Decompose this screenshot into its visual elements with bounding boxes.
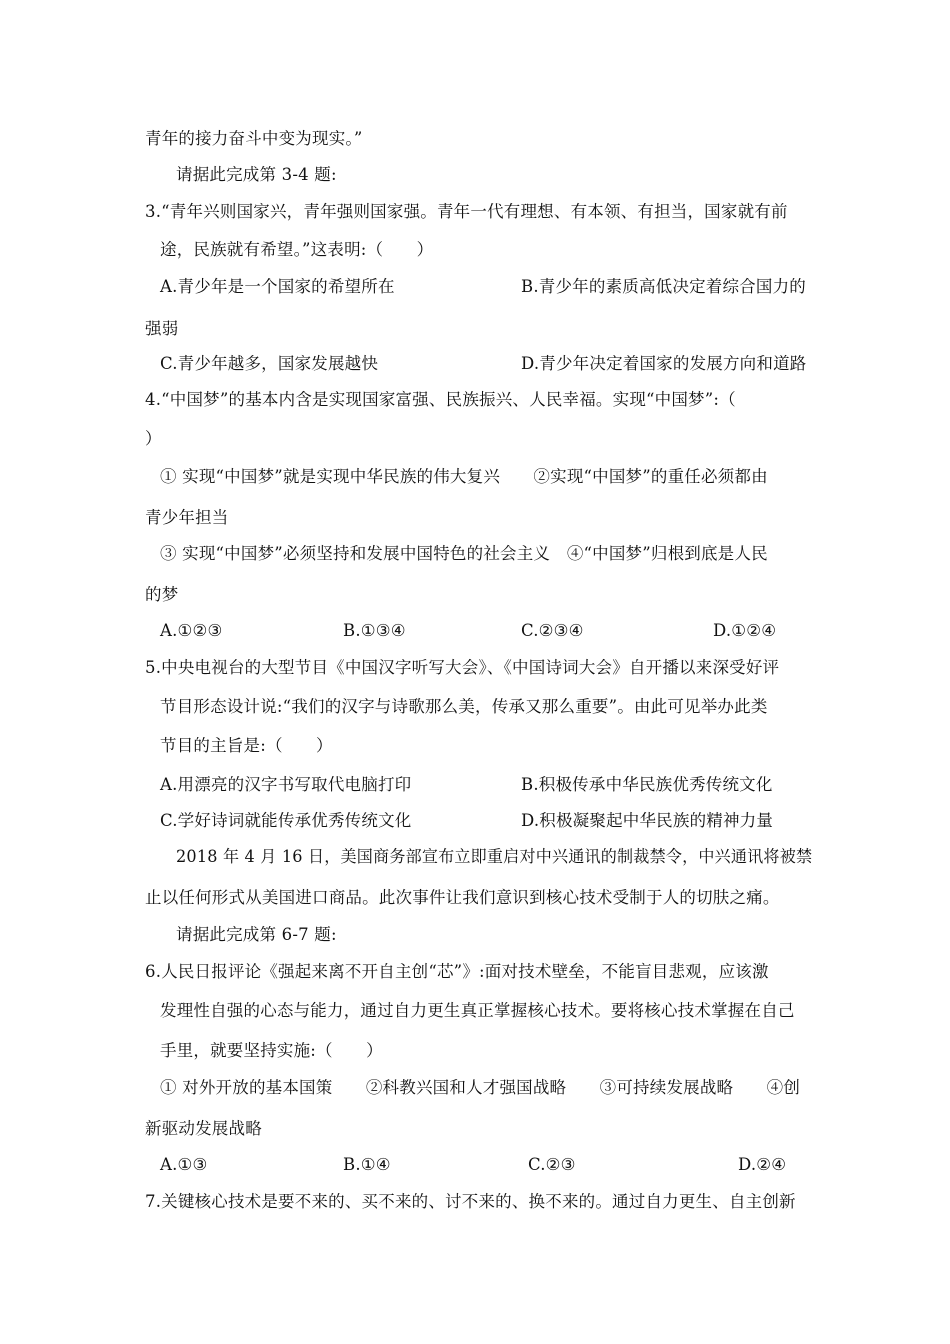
question-5-stem: 节目形态设计说:“我们的汉字与诗歌那么美，传承又那么重要”。由此可见举办此类	[160, 697, 768, 716]
question-6-items: 新驱动发展战略	[145, 1119, 262, 1138]
question-3-stem: 3.“青年兴则国家兴，青年强则国家强。青年一代有理想、有本领、有担当，国家就有前	[145, 202, 788, 221]
question-3-option-c: C.青少年越多，国家发展越快	[160, 354, 379, 373]
question-3-stem: 途，民族就有希望。”这表明:（ ）	[160, 240, 434, 259]
question-5-option-d: D.积极凝聚起中华民族的精神力量	[521, 811, 774, 830]
question-5-option-b: B.积极传承中华民族优秀传统文化	[521, 775, 773, 794]
question-6-option-d: D.②④	[738, 1155, 787, 1174]
question-6-option-c: C.②③	[528, 1155, 576, 1174]
material-paragraph: 2018 年 4 月 16 日，美国商务部宣布立即重启对中兴通讯的制裁禁令，中兴通讯将被禁	[176, 847, 813, 866]
question-4-items: ① 实现“中国梦”就是实现中华民族的伟大复兴 ②实现“中国梦”的重任必须都由	[160, 467, 768, 486]
question-6-stem: 手里，就要坚持实施:（ ）	[160, 1041, 383, 1060]
question-3-option-b: B.青少年的素质高低决定着综合国力的	[521, 277, 806, 296]
question-6-option-b: B.①④	[343, 1155, 391, 1174]
question-4-option-c: C.②③④	[521, 621, 584, 640]
instruction-line: 请据此完成第 3-4 题:	[176, 165, 337, 184]
question-6-option-a: A.①③	[160, 1155, 208, 1174]
question-7-stem: 7.关键核心技术是要不来的、买不来的、讨不来的、换不来的。通过自力更生、自主创新	[145, 1192, 796, 1211]
question-6-stem: 6.人民日报评论《强起来离不开自主创“芯”》:面对技术壁垒，不能盲目悲观，应该激	[145, 962, 769, 981]
question-6-items: ① 对外开放的基本国策 ②科教兴国和人才强国战略 ③可持续发展战略 ④创	[160, 1078, 801, 1097]
question-5-option-a: A.用漂亮的汉字书写取代电脑打印	[160, 775, 412, 794]
instruction-line: 请据此完成第 6-7 题:	[176, 925, 337, 944]
question-4-option-d: D.①②④	[713, 621, 777, 640]
question-5-stem: 5.中央电视台的大型节目《中国汉字听写大会》、《中国诗词大会》自开播以来深受好评	[145, 658, 780, 677]
question-4-option-b: B.①③④	[343, 621, 406, 640]
question-5-option-c: C.学好诗词就能传承优秀传统文化	[160, 811, 412, 830]
question-4-stem: ）	[145, 429, 162, 448]
question-4-stem: 4.“中国梦”的基本内含是实现国家富强、民族振兴、人民幸福。实现“中国梦”:（	[145, 390, 736, 409]
question-4-items: ③ 实现“中国梦”必须坚持和发展中国特色的社会主义 ④“中国梦”归根到底是人民	[160, 544, 768, 563]
material-paragraph: 止以任何形式从美国进口商品。此次事件让我们意识到核心技术受制于人的切肤之痛。	[145, 888, 780, 907]
question-4-items: 的梦	[145, 585, 179, 604]
question-5-stem: 节目的主旨是:（ ）	[160, 736, 333, 755]
question-3-option-d: D.青少年决定着国家的发展方向和道路	[521, 354, 807, 373]
text-line: 青年的接力奋斗中变为现实。”	[145, 129, 363, 148]
question-3-option-a: A.青少年是一个国家的希望所在	[160, 277, 395, 296]
question-3-option-b: 强弱	[145, 319, 179, 338]
question-4-items: 青少年担当	[145, 508, 229, 527]
question-6-stem: 发理性自强的心态与能力，通过自力更生真正掌握核心技术。要将核心技术掌握在自己	[160, 1001, 795, 1020]
question-4-option-a: A.①②③	[160, 621, 223, 640]
